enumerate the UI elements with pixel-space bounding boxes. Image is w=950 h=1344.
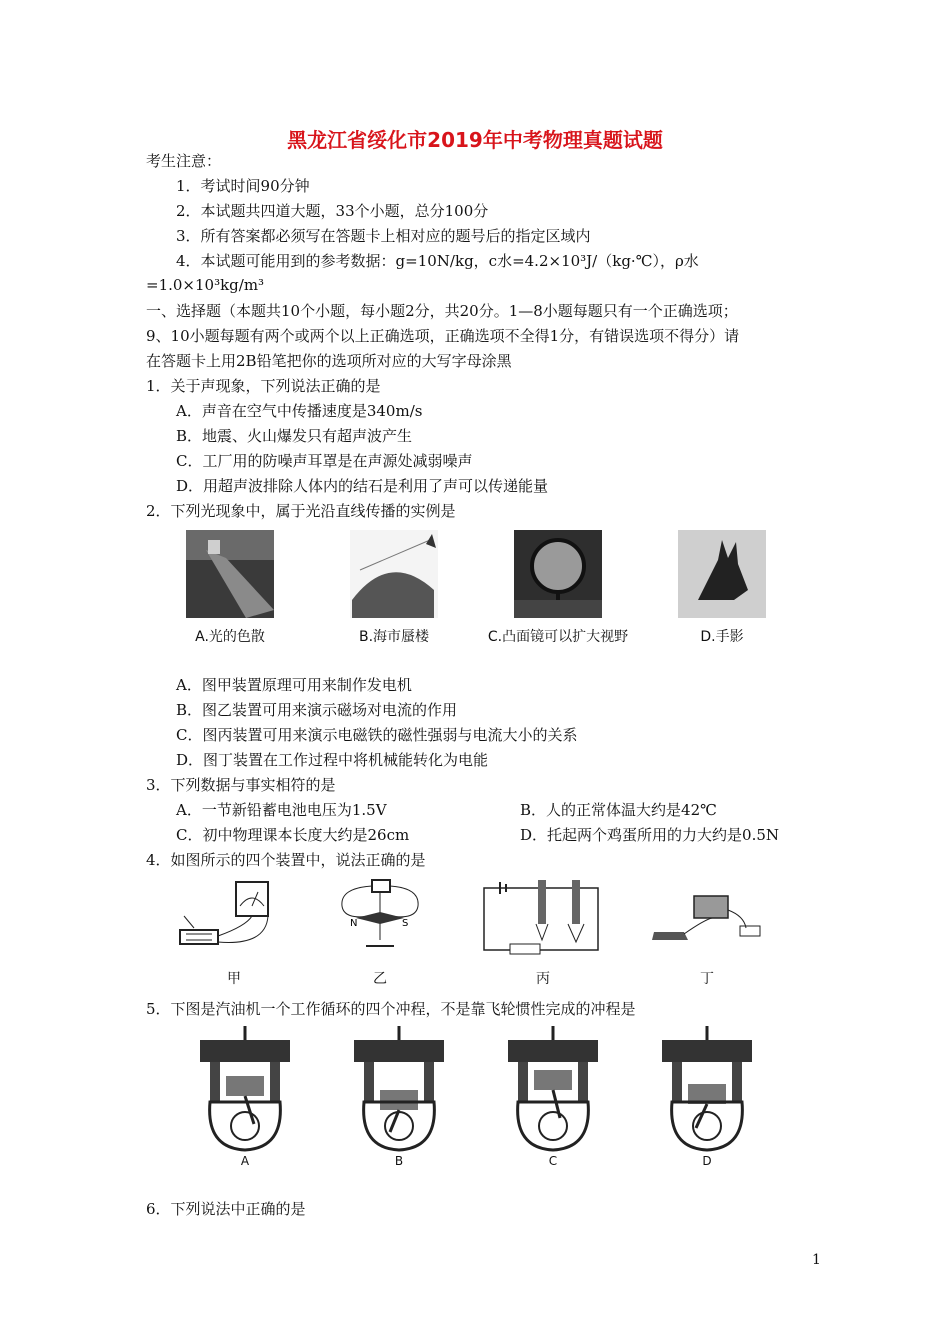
q4-caption-bing: 丙 [536, 971, 550, 987]
q4-figure-yi [330, 876, 430, 962]
q1-option-a: A．声音在空气中传播速度是340m/s [176, 402, 423, 420]
section1-line-3: 在答题卡上用2B铅笔把你的选项所对应的大写字母涂黑 [146, 352, 512, 370]
q2-stem: 2．下列光现象中，属于光沿直线传播的实例是 [146, 502, 456, 520]
q2-caption-c: C.凸面镜可以扩大视野 [487, 629, 629, 645]
q4-caption-jia: 甲 [227, 971, 241, 987]
q4-stem: 4．如图所示的四个装置中，说法正确的是 [146, 851, 426, 869]
notice-item-4: 4．本试题可能用到的参考数据：g=10N/kg，c水=4.2×10³J/（kg·℃），ρ水 [176, 252, 699, 270]
q5-engine-d [658, 1024, 756, 1154]
q2-caption-d: D.手影 [700, 629, 744, 645]
q1-option-b: B．地震、火山爆发只有超声波产生 [176, 427, 413, 445]
q3-option-d: D．托起两个鸡蛋所用的力大约是0.5N [520, 826, 780, 844]
notice-item-1: 1．考试时间90分钟 [176, 177, 310, 195]
section1-line-1: 一、选择题（本题共10个小题，每小题2分，共20分。1—8小题每题只有一个正确选项； [146, 302, 738, 320]
q2-option-c: C．图丙装置可用来演示电磁铁的磁性强弱与电流大小的关系 [176, 726, 578, 744]
q4-caption-yi: 乙 [373, 971, 387, 987]
q2-figure-c-convex-mirror [514, 530, 602, 618]
q5-engine-c [504, 1024, 602, 1154]
q6-stem: 6．下列说法中正确的是 [146, 1200, 306, 1218]
notice-item-3: 3．所有答案都必须写在答题卡上相对应的题号后的指定区域内 [176, 227, 591, 245]
q4-figure-bing [480, 876, 606, 962]
q2-caption-a: A.光的色散 [195, 629, 265, 645]
q3-option-b: B．人的正常体温大约是42℃ [520, 801, 717, 819]
notice-heading: 考生注意： [146, 152, 222, 170]
q2-figure-d-hand-shadow [678, 530, 766, 618]
q2-option-d: D．图丁装置在工作过程中将机械能转化为电能 [176, 751, 489, 769]
q4-yi-label-s: S [402, 918, 409, 929]
q5-stem: 5．下图是汽油机一个工作循环的四个冲程，不是靠飞轮惯性完成的冲程是 [146, 1000, 636, 1018]
q3-stem: 3．下列数据与事实相符的是 [146, 776, 336, 794]
page-number: 1 [812, 1252, 821, 1268]
q2-caption-b: B.海市蜃楼 [358, 629, 430, 645]
q4-figure-ding [644, 876, 770, 962]
q4-caption-ding: 丁 [700, 971, 714, 987]
q2-option-b: B．图乙装置可用来演示磁场对电流的作用 [176, 701, 458, 719]
q2-figure-a-dispersion [186, 530, 274, 618]
notice-item-2: 2．本试题共四道大题，33个小题，总分100分 [176, 202, 489, 220]
q4-figure-jia [176, 876, 292, 962]
q3-option-c: C．初中物理课本长度大约是26cm [176, 826, 410, 844]
q5-engine-a [196, 1024, 294, 1154]
q5-caption-d: D [702, 1154, 712, 1168]
q4-yi-label-n: N [350, 918, 358, 929]
q2-option-a: A．图甲装置原理可用来制作发电机 [176, 676, 412, 694]
q3-option-a: A．一节新铅蓄电池电压为1.5V [176, 801, 387, 819]
q2-figure-b-mirage [350, 530, 438, 618]
notice-item-4-cont: =1.0×10³kg/m³ [146, 276, 265, 294]
page-title: 黑龙江省绥化市2019年中考物理真题试题 [287, 128, 663, 152]
q5-caption-c: C [548, 1154, 558, 1168]
q5-caption-b: B [394, 1154, 404, 1168]
q1-option-c: C．工厂用的防噪声耳罩是在声源处减弱噪声 [176, 452, 473, 470]
section1-line-2: 9、10小题每题有两个或两个以上正确选项，正确选项不全得1分，有错误选项不得分）请 [146, 327, 740, 345]
q5-engine-b [350, 1024, 448, 1154]
q5-caption-a: A [240, 1154, 250, 1168]
q1-stem: 1．关于声现象，下列说法正确的是 [146, 377, 381, 395]
q1-option-d: D．用超声波排除人体内的结石是利用了声可以传递能量 [176, 477, 549, 495]
